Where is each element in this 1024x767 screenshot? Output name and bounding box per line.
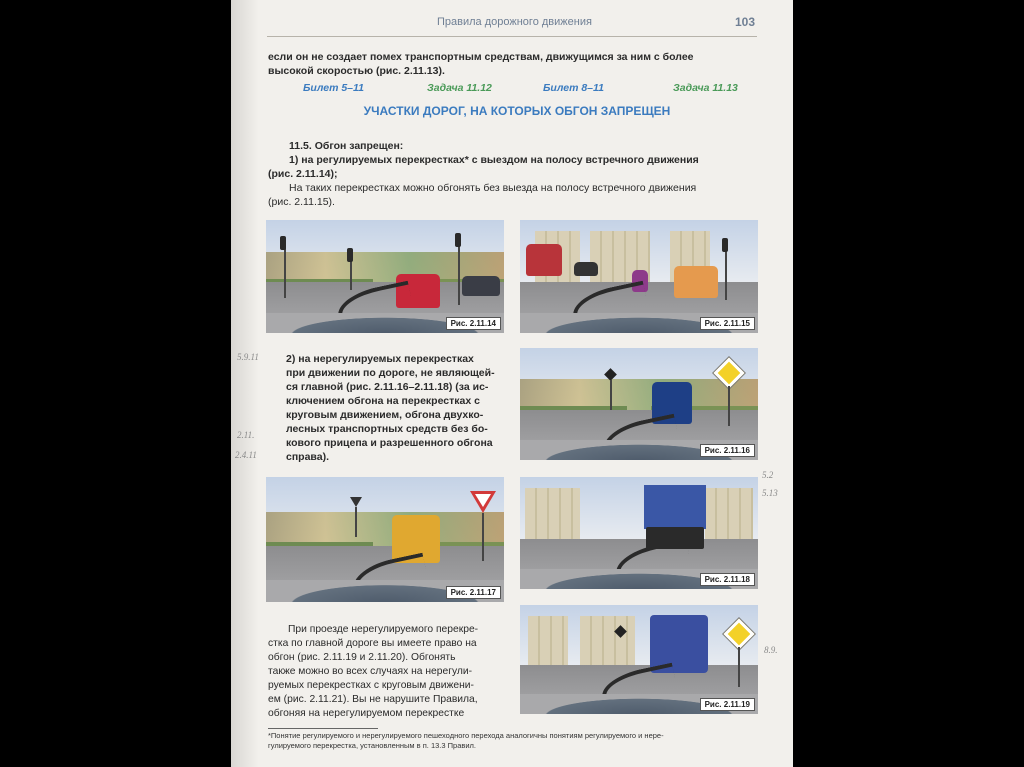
figure-caption: Рис. 2.11.14 — [446, 317, 501, 330]
rule-note-line-1: На таких перекрестках можно обгонять без выезда на полосу встречного движения — [289, 182, 697, 194]
margin-note: 5.9.11 — [237, 352, 259, 362]
figure-2-11-14 — [266, 220, 504, 333]
figure-caption: Рис. 2.11.16 — [700, 444, 755, 457]
figure-2-11-16 — [520, 348, 758, 460]
figure-2-11-19 — [520, 605, 758, 714]
rule-item-2-line: справа). — [286, 451, 330, 463]
page-gutter — [231, 0, 259, 767]
intro-line-1: если он не создает помех транспортным средствам, движущимся за ним с более — [268, 51, 694, 63]
paragraph-line: руемых перекрестках с круговым движени- — [268, 680, 474, 691]
footnote — [268, 731, 758, 751]
section-heading: УЧАСТКИ ДОРОГ, НА КОТОРЫХ ОБГОН ЗАПРЕЩЕН — [363, 104, 671, 118]
rule-item-2-line: лесных транспортных средств без бо- — [286, 423, 488, 435]
rule-item-2-line: 2) на нерегулируемых перекрестках — [286, 353, 474, 365]
paragraph-line: ем (рис. 2.11.21). Вы не нарушите Правила, — [268, 694, 478, 705]
figure-2-11-18 — [520, 477, 758, 589]
footnote-divider — [268, 728, 378, 729]
margin-note: 5.13 — [762, 488, 778, 498]
footnote-line: гулируемого перекрестка, установленным в п. 13.3 Правил. — [268, 741, 477, 750]
rule-note-line-2: (рис. 2.11.15). — [268, 196, 335, 208]
figure-caption: Рис. 2.11.19 — [700, 698, 755, 711]
paragraph-line: стка по главной дороге вы имеете право на — [268, 638, 477, 649]
rule-item-2-line: кового прицепа и разрешенного обгона — [286, 437, 493, 449]
rule-item-2-line: ключением обгона на перекрестках с — [286, 395, 480, 407]
rule-item-2-line: круговым движением, обгона двухко- — [286, 409, 484, 421]
intro-line-2: высокой скоростью (рис. 2.11.13). — [268, 65, 445, 77]
margin-note: 8.9. — [764, 645, 778, 655]
bottom-paragraph — [268, 623, 504, 721]
figure-caption: Рис. 2.11.17 — [446, 586, 501, 599]
footnote-line: *Понятие регулируемого и нерегулируемого пешеходного перехода аналогичны понятиям регулируемого и нере- — [268, 731, 664, 740]
paragraph-line: также можно во всех случаях на нерегули- — [268, 666, 473, 677]
task-reference[interactable]: Задача 11.12 — [427, 82, 492, 94]
paragraph-line: обгоняя на нерегулируемом перекрестке — [268, 708, 465, 719]
ticket-reference[interactable]: Билет 5–11 — [303, 82, 364, 94]
figure-caption: Рис. 2.11.18 — [700, 573, 755, 586]
rule-item-2-line: ся главной (рис. 2.11.16–2.11.18) (за ис- — [286, 381, 489, 393]
page-number: 103 — [734, 15, 755, 29]
margin-note: 5.2 — [762, 470, 774, 480]
figure-2-11-17 — [266, 477, 504, 602]
references-row — [231, 82, 793, 98]
running-title: Правила дорожного движения — [437, 16, 592, 28]
paragraph-line: обгон (рис. 2.11.19 и 2.11.20). Обгонять — [268, 652, 456, 663]
rule-item-1-line-1: 1) на регулируемых перекрестках* с выездом на полосу встречного движения — [289, 154, 699, 166]
book-page — [231, 0, 793, 767]
margin-note: 2.4.11 — [235, 450, 257, 460]
figure-2-11-15 — [520, 220, 758, 333]
margin-note: 2.11. — [237, 430, 255, 440]
paragraph-line: При проезде нерегулируемого перекре- — [288, 624, 479, 635]
rule-item-1-line-2: (рис. 2.11.14); — [268, 168, 338, 180]
rule-item-2 — [286, 352, 504, 464]
ticket-reference[interactable]: Билет 8–11 — [543, 82, 604, 94]
task-reference[interactable]: Задача 11.13 — [673, 82, 738, 94]
rule-item-2-line: при движении по дороге, не являющей- — [286, 367, 495, 379]
rule-title: 11.5. Обгон запрещен: — [289, 140, 404, 152]
running-head — [267, 10, 757, 37]
figure-caption: Рис. 2.11.15 — [700, 317, 755, 330]
